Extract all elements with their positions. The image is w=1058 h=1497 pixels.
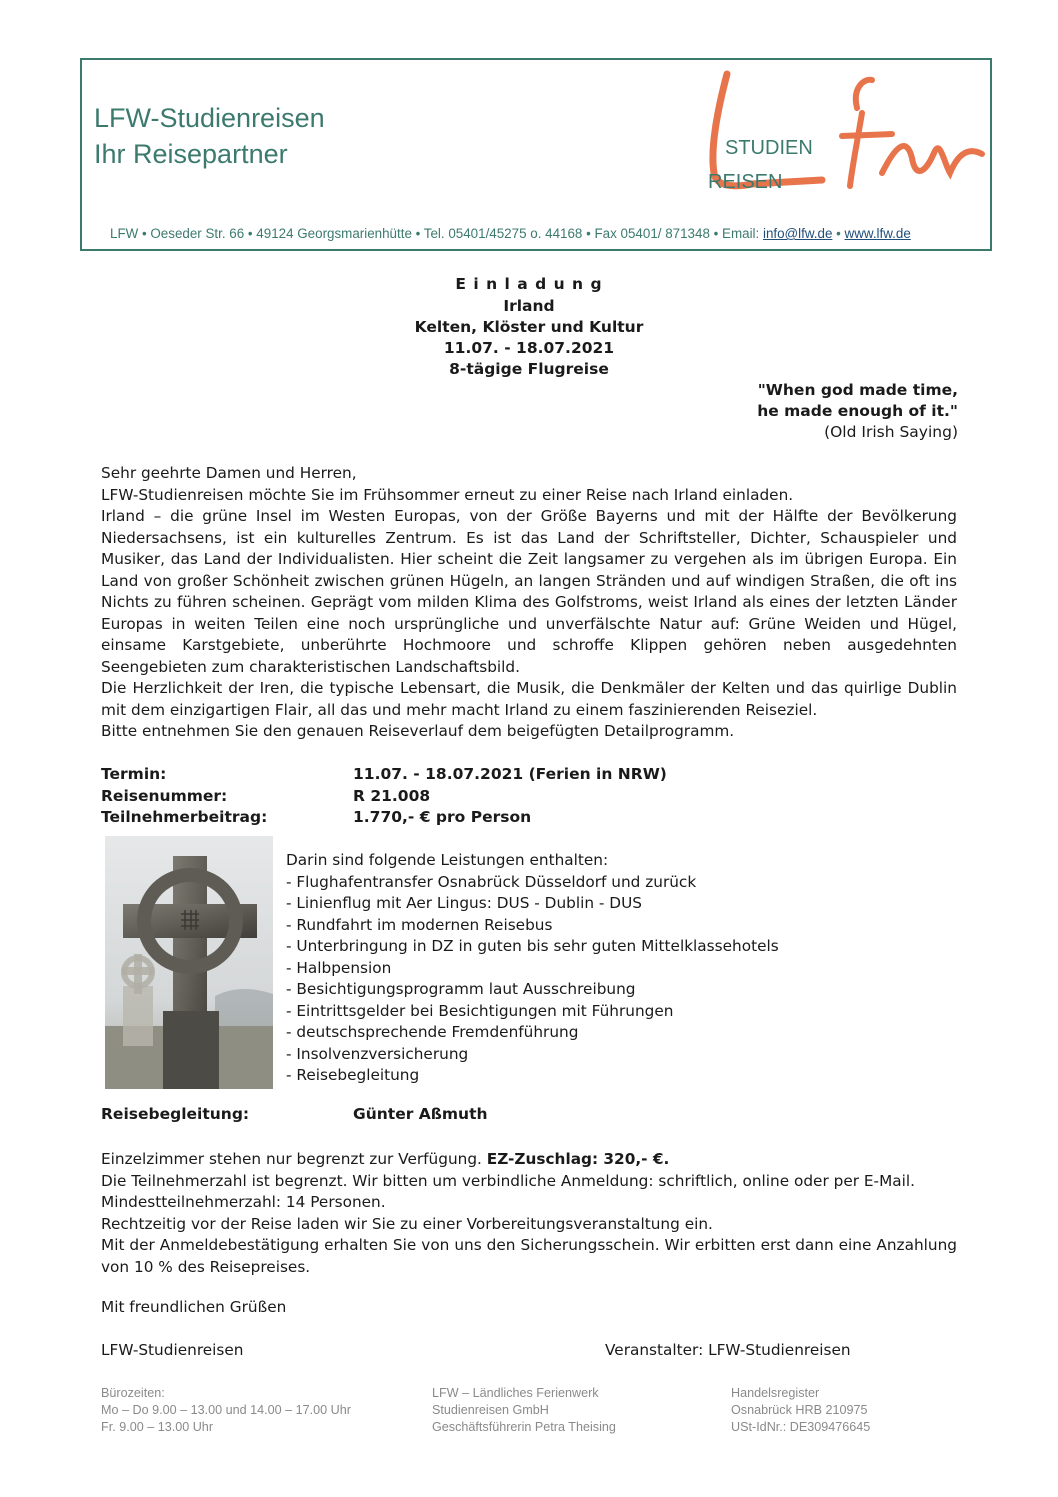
footer-line: Handelsregister [731, 1386, 820, 1400]
letter-body [101, 463, 957, 743]
letterhead [80, 58, 992, 250]
company-name [94, 100, 325, 172]
irish-quote [757, 380, 958, 443]
footer-company [432, 1385, 616, 1436]
invitation-label: E i n l a d u n g [455, 275, 603, 293]
footer-line: Bürozeiten: [101, 1386, 165, 1400]
website-link[interactable]: www.lfw.de [844, 226, 911, 241]
preparation-note: Rechtzeitig vor der Reise laden wir Sie zu einer Vorbereitungsveranstaltung ein. [101, 1214, 713, 1233]
letterhead-address [110, 226, 911, 241]
logo-word-reisen: REISEN [708, 171, 783, 193]
footer-office-hours [101, 1385, 351, 1436]
footer-line: Fr. 9.00 – 13.00 Uhr [101, 1420, 214, 1434]
trip-type: 8-tägige Flugreise [449, 360, 609, 378]
program-reference: Bitte entnehmen Sie den genauen Reiseverlauf dem beigefügten Detailprogramm. [101, 722, 735, 740]
service-item: - Halbpension [286, 958, 392, 977]
single-room-note [101, 1149, 957, 1171]
logo-word-studien: STUDIEN [725, 137, 813, 159]
logo-w-stroke [882, 146, 982, 173]
footer-line: Mo – Do 9.00 – 13.00 und 14.00 – 17.00 Uhr [101, 1403, 351, 1417]
fact-row [101, 807, 667, 829]
company-tagline: Ihr Reisepartner [94, 139, 288, 169]
payment-note: Mit der Anmeldebestätigung erhalten Sie von uns den Sicherungsschein. Wir erbitten erst dann eine Anzahlung von 10 % des Reisepreises. [101, 1236, 957, 1276]
service-item: - Insolvenzversicherung [286, 1044, 469, 1063]
culture-paragraph: Die Herzlichkeit der Iren, die typische Lebensart, die Musik, die Denkmäler der Kelten und das quirlige Dublin mit dem einzigartigen Flair, all das und mehr macht Irland zu einem faszinierenden Reiseziel. [101, 679, 957, 719]
services-intro: Darin sind folgende Leistungen enthalten: [286, 851, 609, 869]
footer-line: Geschäftsführerin Petra Theising [432, 1420, 616, 1434]
trip-dates: 11.07. - 18.07.2021 [443, 339, 615, 357]
fact-row [101, 786, 667, 808]
guide-name: Günter Aßmuth [353, 1105, 488, 1123]
footer-register [731, 1385, 870, 1436]
fact-value: 1.770,- € pro Person [353, 808, 532, 826]
signature: LFW-Studienreisen [101, 1341, 244, 1359]
service-item: - Linienflug mit Aer Lingus: DUS - Dublin - DUS [286, 894, 642, 912]
service-item: - Rundfahrt im modernen Reisebus [286, 915, 553, 934]
email-link[interactable]: info@lfw.de [762, 226, 833, 241]
fact-label: Teilnehmerbeitrag: [101, 808, 268, 826]
celtic-cross-photo [105, 836, 273, 1089]
participants-limit: Die Teilnehmerzahl ist begrenzt. Wir bitten um verbindliche Anmeldung: schriftlich, online oder per E-Mail. [101, 1171, 916, 1190]
service-item: - Besichtigungsprogramm laut Ausschreibung [286, 980, 636, 998]
service-item: - Flughafentransfer Osnabrück Düsseldorf und zurück [286, 872, 697, 891]
single-room-fee: EZ-Zuschlag: 320,- €. [486, 1150, 670, 1168]
minimum-participants: Mindestteilnehmerzahl: 14 Personen. [101, 1193, 386, 1211]
quote-line2: he made enough of it." [757, 402, 958, 420]
address-text: LFW • Oeseder Str. 66 • 49124 Georgsmarienhütte • Tel. 05401/45275 o. 44168 • Fax 05401/ 871348 • Email: [110, 226, 763, 241]
service-item: - Unterbringung in DZ in guten bis sehr guten Mittelklassehotels [286, 937, 779, 955]
service-item: - Eintrittsgelder bei Besichtigungen mit Führungen [286, 1001, 674, 1020]
trip-facts [101, 764, 667, 829]
organizer: Veranstalter: LFW-Studienreisen [605, 1341, 851, 1359]
trip-subtitle: Kelten, Klöster und Kultur [414, 318, 644, 336]
fact-label: Termin: [101, 765, 167, 783]
footer-line: USt-IdNr.: DE309476645 [731, 1420, 871, 1434]
footer-line: LFW – Ländliches Ferienwerk [432, 1386, 599, 1400]
single-room-text: Einzelzimmer stehen nur begrenzt zur Verfügung. [101, 1150, 487, 1168]
guide-label: Reisebegleitung: [101, 1105, 250, 1123]
quote-source: (Old Irish Saying) [824, 423, 958, 441]
footer-line: Osnabrück HRB 210975 [731, 1403, 868, 1417]
fact-row [101, 764, 667, 786]
greeting: Mit freundlichen Grüßen [101, 1298, 287, 1316]
service-item: - Reisebegleitung [286, 1066, 420, 1084]
tour-guide [101, 1105, 488, 1123]
closing-section [101, 1149, 957, 1278]
fact-value: 11.07. - 18.07.2021 (Ferien in NRW) [353, 765, 667, 783]
letterhead-divider [80, 249, 992, 251]
logo-l-stroke [713, 74, 822, 186]
fact-value: R 21.008 [353, 786, 431, 805]
intro-paragraph: LFW-Studienreisen möchte Sie im Frühsommer erneut zu einer Reise nach Irland einladen. [101, 485, 794, 504]
ireland-description: Irland – die grüne Insel im Westen Europas, von der Größe Bayerns und mit der Hälfte der Bevölkerung Niedersachsens, ist ein kulturelles Zentrum. Es ist das Land der Schriftsteller, Dichter, Schauspieler und Musiker, das Land der Individualisten. Hier scheint die Zeit langsamer zu vergehen als im übrigen Europa. Ein Land von großer Schönheit zwischen grünen Hügeln, an langen Stränden und auf windigen Straßen, die oft ins Nichts zu führen scheinen. Geprägt vom milden Klima des Golfstroms, weist Irland als eines der letzten Länder Europas in weiten Teilen eine noch ursprüngliche und unverfälschte Natur auf: Grüne Weiden und Hügel, einsame Karstgebiete, unberührte Hochmoore und schroffe Klippen gehören neben ausgedehnten Seengebieten zum charakteristischen Landschaftsbild. [101, 507, 957, 676]
address-separator: • [832, 226, 845, 241]
destination-title: Irland [503, 297, 555, 315]
included-services [286, 850, 779, 1087]
fact-label: Reisenummer: [101, 786, 228, 805]
footer-line: Studienreisen GmbH [432, 1403, 549, 1417]
lfw-logo [692, 68, 988, 196]
service-item: - deutschsprechende Fremdenführung [286, 1023, 579, 1041]
quote-line1: "When god made time, [757, 381, 958, 399]
company-name-line1: LFW-Studienreisen [94, 103, 325, 133]
salutation: Sehr geehrte Damen und Herren, [101, 464, 357, 482]
